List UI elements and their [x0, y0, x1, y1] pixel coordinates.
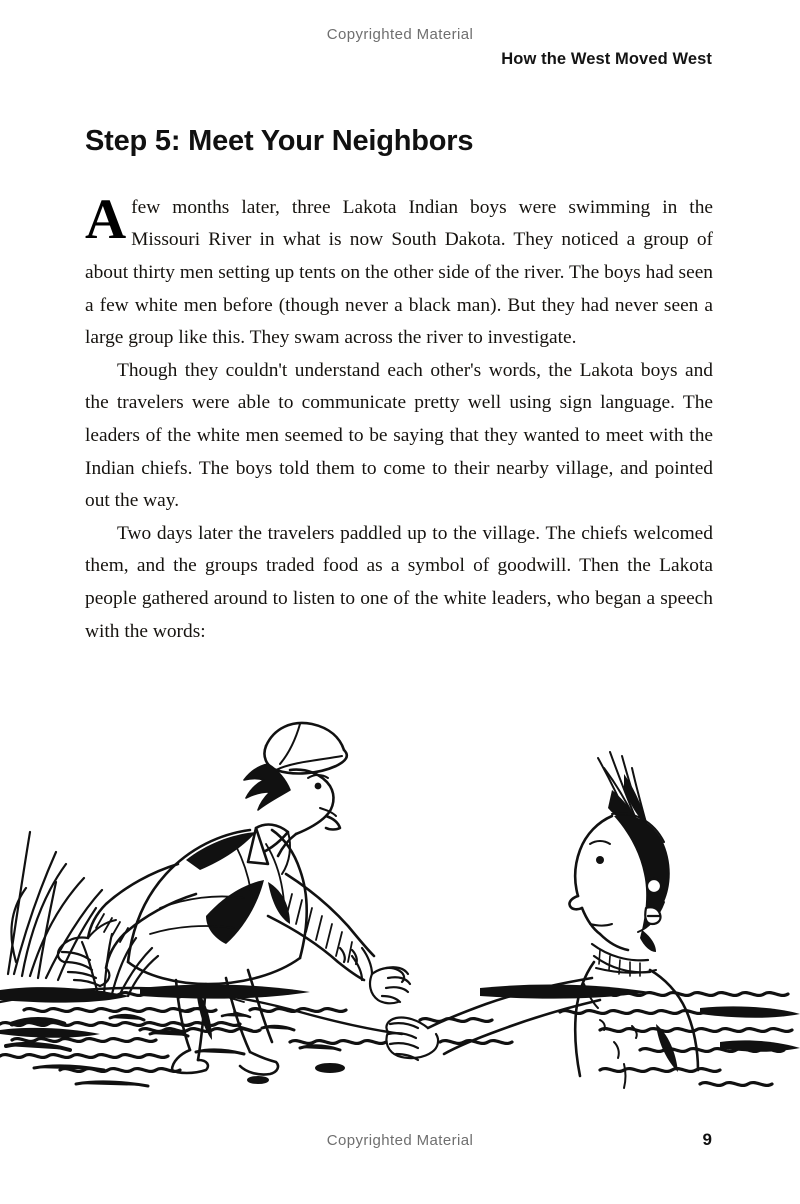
grass-tuft-small-icon — [82, 934, 158, 996]
lakota-face — [569, 816, 628, 950]
illustration-artwork — [0, 712, 800, 1102]
running-head: How the West Moved West — [501, 50, 712, 68]
body-paragraph-2: Though they couldn't understand each other's words, the Lakota boys and the travelers were able to communicate pretty well using sign language. The leaders of the white men seemed to be saying that they wanted to meet with the Indian chiefs. The boys told them to come to their nearby village, and pointed out the way. — [85, 359, 713, 512]
copyright-watermark-bottom: Copyrighted Material — [326, 1132, 474, 1149]
page-title: Step 5: Meet Your Neighbors — [85, 125, 474, 157]
body-paragraph-1: Afew months later, three Lakota Indian boys were swimming in the Missouri River in what is now South Dakota. They noticed a group of about thirty men setting up tents on the other side of the river. The boys had seen a few white men before (though never a black man). But they had never seen a large group like this. They swam across the river to investigate. — [85, 187, 713, 349]
chapter-illustration — [0, 712, 800, 1102]
body-paragraph-3: Two days later the travelers paddled up to the village. The chiefs welcomed them, and the groups traded food as a symbol of goodwill. Then the Lakota people gathered around to listen to one of the white leaders, who began a speech with the words: — [85, 522, 713, 642]
page-number: 9 — [702, 1130, 712, 1149]
explorer-front-hand-icon — [370, 967, 410, 1003]
explorer-back-arm — [88, 864, 196, 968]
explorer-moccasins — [172, 1050, 278, 1075]
bank-texture — [6, 1014, 344, 1086]
text-column — [85, 126, 713, 648]
explorer-figure — [58, 723, 410, 1075]
lakota-torso — [575, 962, 698, 1076]
copyright-watermark-top: Copyrighted Material — [326, 26, 474, 43]
water-ripples — [0, 993, 792, 1086]
explorer-cap-icon — [264, 723, 346, 773]
lakota-boy-figure — [386, 752, 698, 1088]
lakota-hand-icon — [386, 1017, 438, 1060]
